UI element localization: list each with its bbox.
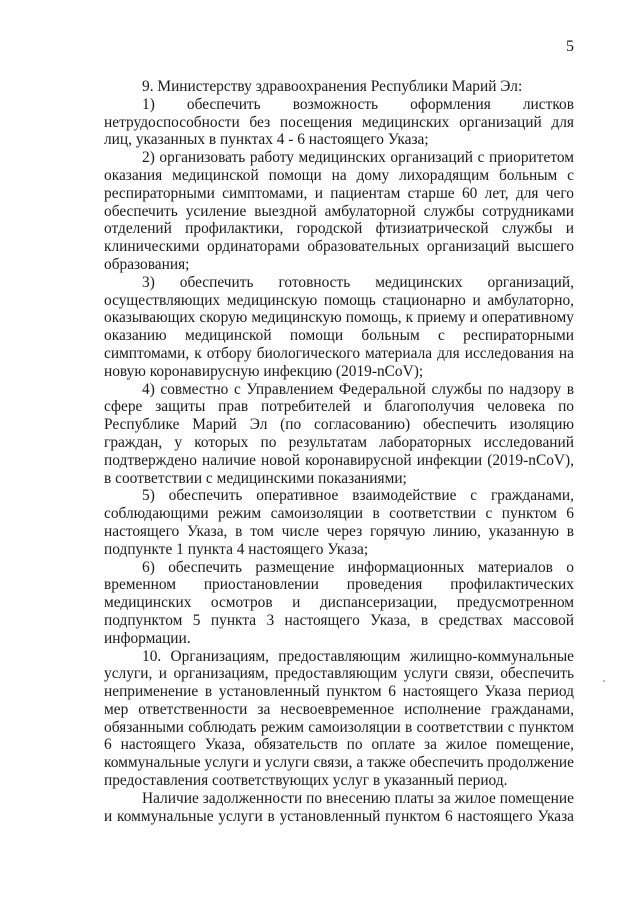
paragraph-debt-continued: Наличие задолженности по внесению платы за жилое помещение и коммунальные услуги в установленный пунктом 6 настоящего Указа	[104, 789, 574, 825]
paragraph-item-5: 5) обеспечить оперативное взаимодействие с гражданами, соблюдающими режим самоизоляции в соответствии с пунктом 6 настоящего Указа, в том числе через горячую линию, указанную в подпункте 1 пункта 4 настоящего Указа;	[104, 487, 574, 558]
paragraph-item-2: 2) организовать работу медицинских организаций с приоритетом оказания медицинской помощи на дому лихорадящим больным с респираторными симптомами, и пациентам старше 60 лет, для чего обеспечить усиление выездной амбулаторной службы сотрудниками отделений профилактики, городской фтизиатрической службы и клиническими ординаторами образовательных организаций высшего образования;	[104, 149, 574, 273]
paragraph-item-3: 3) обеспечить готовность медицинских организаций, осуществляющих медицинскую помощь стационарно и амбулаторно, оказывающих скорую медицинскую помощь, к приему и оперативному оказанию медицинской помощи больным с респираторными симптомами, к отбору биологического материала для исследования на новую коронавирусную инфекцию (2019-nCoV);	[104, 273, 574, 380]
document-body	[104, 78, 574, 825]
paragraph-ministry-heading: 9. Министерству здравоохранения Республики Марий Эл:	[142, 78, 523, 95]
scan-artifact	[603, 680, 605, 682]
paragraph-item-1: 1) обеспечить возможность оформления листков нетрудоспособности без посещения медицинских организаций для лиц, указанных в пунктах 4 - 6 настоящего Указа;	[104, 95, 574, 149]
paragraph-item-4: 4) совместно с Управлением Федеральной службы по надзору в сфере защиты прав потребителей и благополучия человека по Республике Марий Эл (по согласованию) обеспечить изоляцию граждан, у которых по результатам лабораторных исследований подтверждено наличие новой коронавирусной инфекции (2019-nCoV), в соответствии с медицинскими показаниями;	[104, 380, 574, 487]
paragraph-item-6: 6) обеспечить размещение информационных материалов о временном приостановлении проведения профилактических медицинских осмотров и диспансеризации, предусмотренном подпунктом 5 пункта 3 настоящего Указа, в средствах массовой информации.	[104, 558, 574, 647]
page-number: 5	[566, 38, 574, 55]
paragraph-section-10: 10. Организациям, предоставляющим жилищно-коммунальные услуги, и организациям, предоставляющим услуги связи, обеспечить неприменение в установленный пунктом 6 настоящего Указа период мер ответственности за несвоевременное исполнение гражданами, обязанными соблюдать режим самоизоляции в соответствии с пунктом 6 настоящего Указа, обязательств по оплате за жилое помещение, коммунальные услуги и услуги связи, а также обеспечить продолжение предоставления соответствующих услуг в указанный период.	[104, 647, 574, 790]
